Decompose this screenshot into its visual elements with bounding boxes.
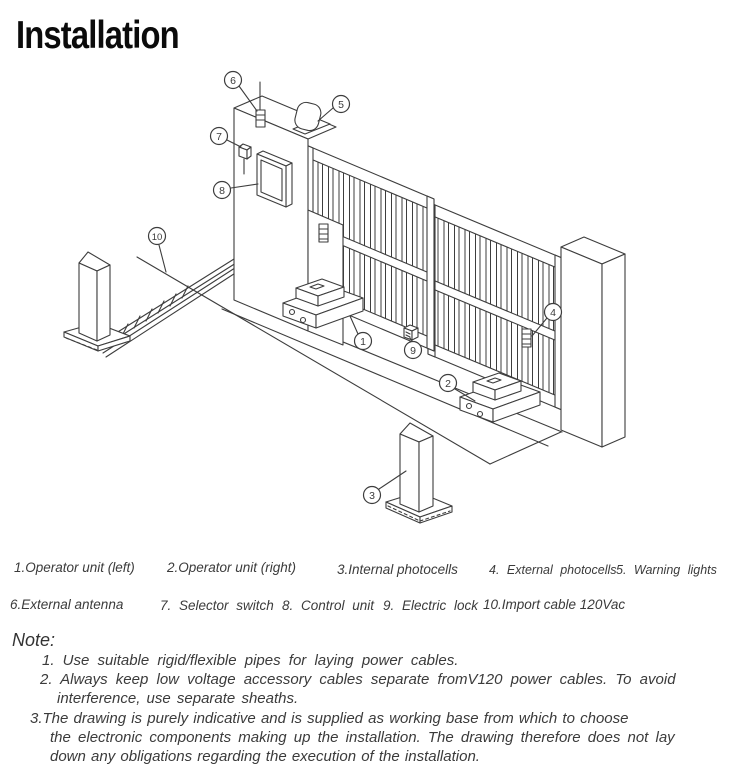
legend-item-10: 10.Import cable 120Vac — [483, 597, 626, 612]
svg-text:4: 4 — [550, 307, 556, 319]
svg-text:9: 9 — [410, 345, 416, 357]
left-photocell-post — [64, 252, 130, 351]
legend-item-8: 8. Control unit — [282, 598, 375, 613]
note-3-line-2: the electronic components making up the installation. The drawing therefore does not lay — [50, 729, 675, 746]
legend-item-6: 6.External antenna — [10, 597, 124, 612]
legend-item-9: 9. Electric lock — [383, 598, 479, 613]
note-2-line-1: 2. Always keep low voltage accessory cables separate fromV120 power cables. To avoid — [40, 671, 676, 688]
legend-item-3: 3.Internal photocells — [337, 562, 458, 577]
svg-text:10: 10 — [151, 232, 163, 243]
note-3-line-1: 3.The drawing is purely indicative and is supplied as working base from which to choose — [30, 710, 629, 727]
note-2-line-2: interference, use separate sheaths. — [57, 690, 299, 707]
svg-text:2: 2 — [445, 378, 451, 390]
svg-text:7: 7 — [216, 131, 222, 143]
page-title: Installation — [16, 14, 179, 57]
notes-heading: Note: — [12, 630, 56, 650]
svg-text:5: 5 — [338, 99, 344, 111]
electric-lock — [404, 325, 418, 340]
legend-item-7: 7. Selector switch — [160, 598, 274, 613]
legend-item-4: 4. External photocells — [489, 563, 617, 577]
svg-text:6: 6 — [230, 75, 236, 87]
legend-item-5: 5. Warning lights — [616, 563, 717, 577]
front-photocell-post — [386, 423, 452, 523]
note-3-line-3: down any obligations regarding the execution of the installation. — [50, 748, 480, 765]
external-photocell — [522, 329, 531, 347]
internal-photocell — [319, 224, 328, 242]
note-1: 1. Use suitable rigid/flexible pipes for laying power cables. — [42, 652, 459, 669]
right-wall — [561, 237, 625, 447]
legend-item-1: 1.Operator unit (left) — [14, 560, 135, 575]
callout-5 — [318, 96, 350, 122]
svg-text:8: 8 — [219, 185, 225, 197]
legend-item-2: 2.Operator unit (right) — [167, 560, 297, 575]
svg-text:1: 1 — [360, 336, 366, 348]
svg-text:3: 3 — [369, 490, 375, 502]
